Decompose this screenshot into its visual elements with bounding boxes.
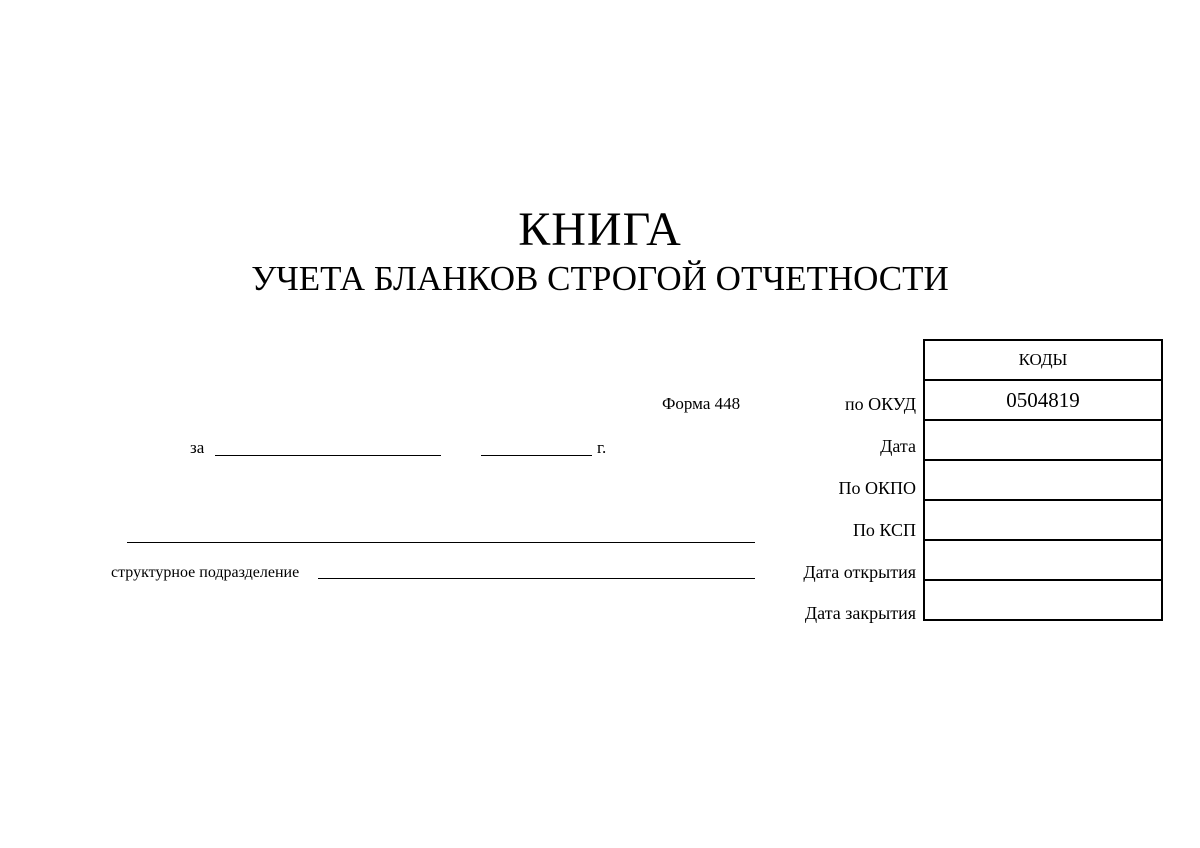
codes-header: КОДЫ — [924, 340, 1162, 380]
period-prefix: за — [190, 438, 205, 457]
code-ksp-cell[interactable] — [924, 500, 1162, 540]
period-month-field[interactable] — [215, 455, 441, 456]
label-open-date: Дата открытия — [803, 562, 916, 582]
period-suffix: г. — [597, 438, 607, 457]
label-okud: по ОКУД — [845, 394, 916, 414]
code-okud-cell[interactable]: 0504819 — [924, 380, 1162, 420]
form-number: Форма 448 — [662, 394, 741, 413]
code-okpo-cell[interactable] — [924, 460, 1162, 500]
label-date: Дата — [880, 436, 916, 456]
code-date-cell[interactable] — [924, 420, 1162, 460]
label-ksp: По КСП — [852, 520, 916, 540]
code-open-date-cell[interactable] — [924, 540, 1162, 580]
organization-field[interactable] — [127, 542, 755, 543]
document-title: КНИГА — [518, 203, 682, 256]
label-okpo: По ОКПО — [838, 478, 916, 498]
period-year-field[interactable] — [481, 455, 592, 456]
subdivision-label: структурное подразделение — [111, 564, 300, 581]
label-close-date: Дата закрытия — [804, 603, 916, 623]
codes-table — [923, 339, 1163, 621]
document-subtitle: УЧЕТА БЛАНКОВ СТРОГОЙ ОТЧЕТНОСТИ — [251, 259, 949, 298]
code-close-date-cell[interactable] — [924, 580, 1162, 620]
